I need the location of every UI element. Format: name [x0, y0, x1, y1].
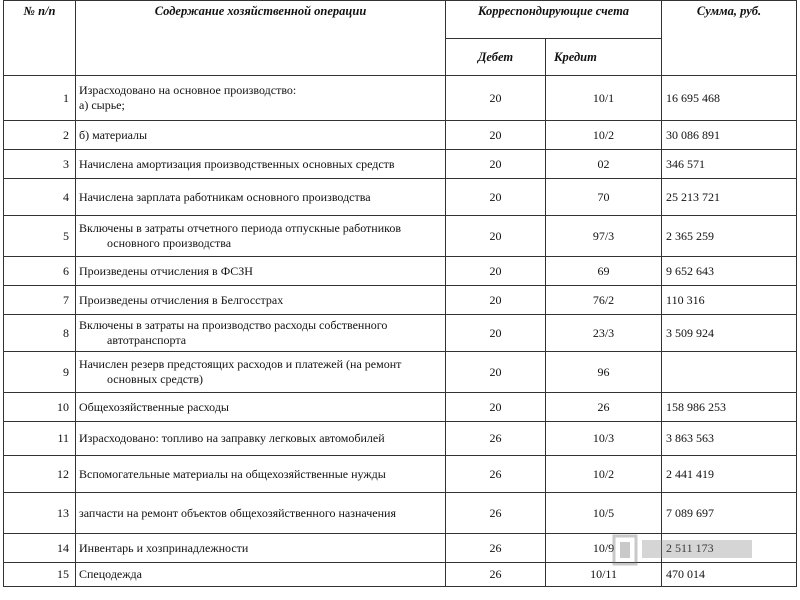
header-description: Содержание хозяйственной операции: [76, 1, 446, 76]
row-debit: 20: [446, 216, 546, 257]
row-credit: 02: [546, 150, 662, 179]
row-credit: 76/2: [546, 286, 662, 315]
table-row: [4, 150, 797, 179]
row-description: [76, 76, 446, 121]
row-sum: 9 652 643: [662, 257, 797, 286]
header-sum: Сумма, руб.: [662, 1, 797, 76]
row-credit: 10/2: [546, 456, 662, 493]
header-number: № п/п: [4, 1, 76, 76]
row-sum: 2 511 173: [662, 534, 797, 563]
row-debit: 20: [446, 352, 546, 393]
row-sum: 110 316: [662, 286, 797, 315]
row-credit: 10/1: [546, 76, 662, 121]
row-debit: 20: [446, 393, 546, 422]
row-description-line1: б) материалы: [79, 127, 148, 142]
row-debit: 20: [446, 150, 546, 179]
row-description-line2: а) сырье;: [79, 98, 125, 112]
table-row: [4, 534, 797, 563]
row-sum: 16 695 468: [662, 76, 797, 121]
row-description: [76, 393, 446, 422]
row-number: 2: [4, 121, 76, 150]
row-debit: 26: [446, 563, 546, 587]
row-description: [76, 534, 446, 563]
row-number: 12: [4, 456, 76, 493]
table-body: [4, 76, 797, 587]
header-debit: Дебет: [446, 39, 546, 76]
row-description: [76, 456, 446, 493]
row-debit: 20: [446, 179, 546, 216]
header-credit: Кредит: [546, 39, 662, 76]
row-number: 9: [4, 352, 76, 393]
row-number: 13: [4, 493, 76, 534]
table-row: [4, 216, 797, 257]
row-number: 15: [4, 563, 76, 587]
row-debit: 26: [446, 456, 546, 493]
table-row: [4, 76, 797, 121]
row-number: 11: [4, 422, 76, 456]
table-row: [4, 315, 797, 352]
table-row: [4, 352, 797, 393]
row-debit: 20: [446, 257, 546, 286]
row-credit: 10/3: [546, 422, 662, 456]
row-description-line1: Включены в затраты отчетного периода отпускные работников: [79, 221, 402, 235]
row-description-line1: Израсходовано: топливо на заправку легковых автомобилей: [79, 431, 385, 445]
row-sum: [662, 352, 797, 393]
row-debit: 20: [446, 76, 546, 121]
row-description: [76, 422, 446, 456]
row-description-line1: Израсходовано на основное производство:: [79, 83, 297, 97]
operations-table: [3, 0, 797, 587]
row-debit: 26: [446, 493, 546, 534]
row-description-line1: Произведены отчисления в Белгосстрах: [79, 292, 284, 307]
row-debit: 26: [446, 422, 546, 456]
row-number: 10: [4, 393, 76, 422]
table-row: [4, 257, 797, 286]
row-credit: 10/11: [546, 563, 662, 587]
table-row: [4, 286, 797, 315]
table-row: [4, 493, 797, 534]
row-credit: 96: [546, 352, 662, 393]
row-description-line1: Включены в затраты на производство расходы собственного: [79, 318, 388, 332]
row-sum: 346 571: [662, 150, 797, 179]
row-description-line1: запчасти на ремонт объектов общехозяйственного назначения: [79, 505, 396, 520]
row-description-line1: Общехозяйственные расходы: [79, 399, 229, 414]
row-sum: 2 365 259: [662, 216, 797, 257]
row-sum: 7 089 697: [662, 493, 797, 534]
row-number: 6: [4, 257, 76, 286]
row-number: 5: [4, 216, 76, 257]
table-row: [4, 563, 797, 587]
row-debit: 26: [446, 534, 546, 563]
table-row: [4, 179, 797, 216]
row-number: 7: [4, 286, 76, 315]
row-description: [76, 286, 446, 315]
header-accounts: Корреспондирующие счета: [446, 1, 662, 39]
table-row: [4, 422, 797, 456]
row-credit: 70: [546, 179, 662, 216]
row-credit: 10/2: [546, 121, 662, 150]
row-sum: 25 213 721: [662, 179, 797, 216]
table-row: [4, 393, 797, 422]
row-sum: 158 986 253: [662, 393, 797, 422]
row-sum: 3 509 924: [662, 315, 797, 352]
row-description-line1: Начислен резерв предстоящих расходов и платежей (на ремонт: [79, 357, 402, 371]
row-debit: 20: [446, 315, 546, 352]
row-number: 8: [4, 315, 76, 352]
row-description-line2: основного производства: [107, 236, 232, 250]
table-header: [4, 1, 797, 76]
table-row: [4, 456, 797, 493]
row-description: [76, 315, 446, 352]
row-description-line1: Вспомогательные материалы на общехозяйственные нужды: [79, 466, 386, 481]
row-description: [76, 257, 446, 286]
row-number: 14: [4, 534, 76, 563]
row-description-line1: Произведены отчисления в ФСЗН: [79, 263, 253, 278]
row-description-line2: автотранспорта: [107, 333, 187, 347]
row-description: [76, 563, 446, 587]
row-sum: 3 863 563: [662, 422, 797, 456]
row-sum: 30 086 891: [662, 121, 797, 150]
row-number: 3: [4, 150, 76, 179]
row-credit: 69: [546, 257, 662, 286]
row-description: [76, 121, 446, 150]
row-number: 1: [4, 76, 76, 121]
row-sum: 470 014: [662, 563, 797, 587]
row-credit: 26: [546, 393, 662, 422]
row-description: [76, 493, 446, 534]
row-description: [76, 179, 446, 216]
row-description: [76, 216, 446, 257]
row-sum: 2 441 419: [662, 456, 797, 493]
row-description-line1: Спецодежда: [79, 567, 142, 581]
row-debit: 20: [446, 286, 546, 315]
row-number: 4: [4, 179, 76, 216]
row-credit: 97/3: [546, 216, 662, 257]
row-description-line1: Начислена зарплата работникам основного производства: [79, 189, 371, 204]
row-credit: 10/5: [546, 493, 662, 534]
row-description: [76, 352, 446, 393]
row-description-line1: Инвентарь и хозпринадлежности: [79, 540, 249, 555]
row-description: [76, 150, 446, 179]
row-debit: 20: [446, 121, 546, 150]
row-credit: 23/3: [546, 315, 662, 352]
table-row: [4, 121, 797, 150]
row-description-line2: основных средств): [107, 372, 204, 386]
row-description-line1: Начислена амортизация производственных основных средств: [79, 156, 395, 171]
row-credit: 10/9: [546, 534, 662, 563]
